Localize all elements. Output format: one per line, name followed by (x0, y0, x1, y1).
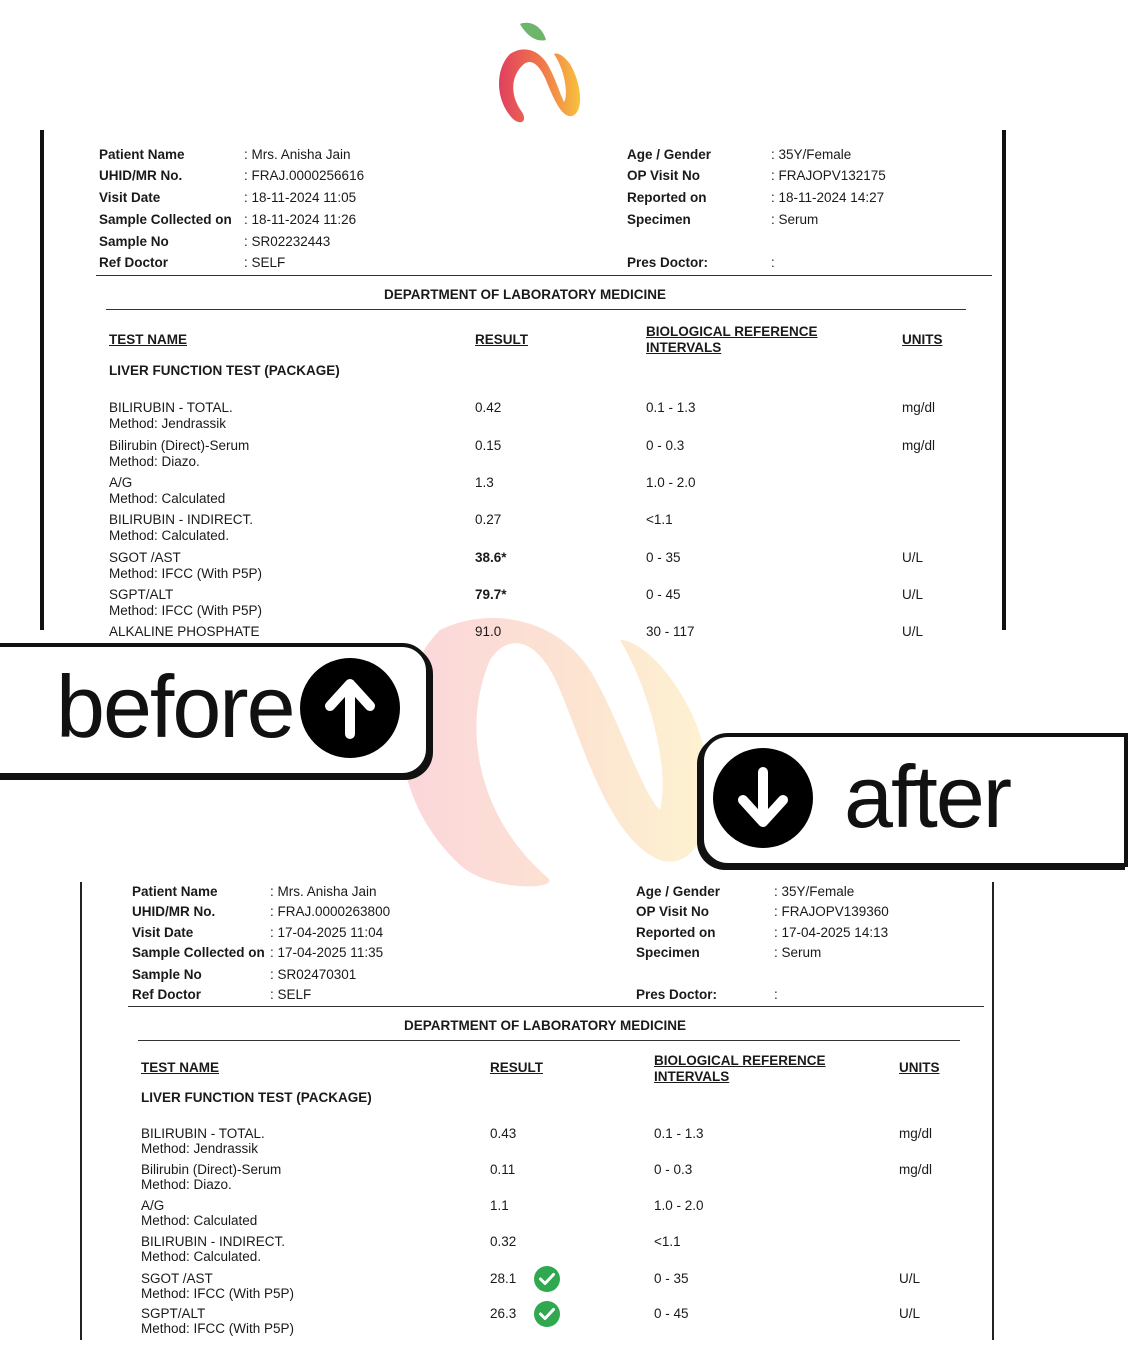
header-units: UNITS (902, 332, 943, 347)
test-method: Method: Diazo. (141, 1177, 232, 1192)
test-reference: 1.0 - 2.0 (654, 1198, 704, 1213)
info-value: : Serum (774, 945, 822, 960)
test-method: Method: IFCC (With P5P) (141, 1286, 295, 1301)
test-name: BILIRUBIN - TOTAL. (141, 1126, 265, 1141)
test-name: BILIRUBIN - INDIRECT. (109, 512, 254, 527)
info-label: Pres Doctor: (636, 987, 718, 1002)
check-circle-icon (534, 1266, 560, 1292)
info-label: Sample No (132, 967, 202, 982)
test-units: mg/dl (902, 438, 936, 453)
test-result: 0.15 (475, 438, 502, 453)
table-row (44, 400, 1002, 436)
test-result: 0.42 (475, 400, 502, 415)
test-units: U/L (902, 624, 924, 639)
info-value: : FRAJOPV139360 (774, 904, 889, 919)
test-method: Method: Diazo. (109, 454, 200, 469)
test-result: 0.27 (475, 512, 502, 527)
info-value: : (771, 255, 775, 270)
test-method: Method: Calculated (141, 1213, 258, 1228)
test-method: Method: IFCC (With P5P) (109, 566, 263, 581)
test-result: 26.3 (490, 1306, 517, 1321)
test-name: SGPT/ALT (141, 1306, 206, 1321)
header-reference: BIOLOGICAL REFERENCE (646, 324, 818, 339)
package-title: LIVER FUNCTION TEST (PACKAGE) (109, 363, 340, 378)
table-row (82, 1271, 992, 1307)
info-value: : 17-04-2025 14:13 (774, 925, 889, 940)
after-label: after (844, 747, 1011, 846)
check-circle-icon (534, 1301, 560, 1327)
test-units: U/L (899, 1271, 921, 1286)
test-reference: 0.1 - 1.3 (654, 1126, 704, 1141)
test-name: SGOT /AST (109, 550, 181, 565)
info-value: : FRAJ.0000256616 (244, 168, 365, 183)
test-result: 1.1 (490, 1198, 509, 1213)
info-value: : 17-04-2025 11:04 (270, 925, 384, 940)
header-intervals: INTERVALS (654, 1069, 730, 1084)
test-units: U/L (902, 587, 924, 602)
test-reference: 0 - 35 (654, 1271, 689, 1286)
test-reference: 0 - 0.3 (654, 1162, 693, 1177)
table-row (82, 1234, 992, 1270)
header-test-name: TEST NAME (109, 332, 188, 347)
test-method: Method: Calculated. (109, 528, 230, 543)
info-value: : SELF (244, 255, 286, 270)
test-name: BILIRUBIN - TOTAL. (109, 400, 233, 415)
test-result: 38.6* (475, 550, 507, 565)
info-label: Specimen (627, 212, 691, 227)
table-row (44, 587, 1002, 623)
department-title: DEPARTMENT OF LABORATORY MEDICINE (384, 287, 667, 302)
table-row (44, 512, 1002, 548)
test-method: Method: IFCC (With P5P) (141, 1321, 295, 1336)
test-result: 28.1 (490, 1271, 517, 1286)
info-value: : SELF (270, 987, 312, 1002)
test-result: 0.11 (490, 1162, 516, 1177)
test-name: Bilirubin (Direct)-Serum (141, 1162, 282, 1177)
info-label: OP Visit No (627, 168, 701, 183)
test-method: Method: Jendrassik (141, 1141, 259, 1156)
test-name: A/G (109, 475, 133, 490)
info-value: : 17-04-2025 11:35 (270, 945, 384, 960)
info-label: Reported on (636, 925, 716, 940)
info-label: Age / Gender (627, 147, 712, 162)
test-reference: 1.0 - 2.0 (646, 475, 696, 490)
brand-logo (488, 18, 588, 130)
info-label: Pres Doctor: (627, 255, 709, 270)
test-method: Method: Calculated (109, 491, 226, 506)
after-label-pill (700, 733, 1128, 867)
before-label: before (56, 657, 294, 756)
info-value: : FRAJOPV132175 (771, 168, 886, 183)
test-result: 1.3 (475, 475, 494, 490)
before-label-pill (0, 643, 430, 777)
arrow-down-icon (713, 748, 813, 848)
test-units: mg/dl (899, 1162, 933, 1177)
test-method: Method: Calculated. (141, 1249, 262, 1264)
info-label: Visit Date (99, 190, 161, 205)
info-value: : Mrs. Anisha Jain (244, 147, 351, 162)
header-test-name: TEST NAME (141, 1060, 220, 1075)
test-reference: 30 - 117 (646, 624, 695, 639)
test-name: BILIRUBIN - INDIRECT. (141, 1234, 286, 1249)
test-reference: 0 - 45 (646, 587, 681, 602)
info-label: UHID/MR No. (99, 168, 183, 183)
header-units: UNITS (899, 1060, 940, 1075)
info-label: Age / Gender (636, 884, 721, 899)
info-label: Visit Date (132, 925, 194, 940)
info-value: : 18-11-2024 14:27 (771, 190, 885, 205)
info-label: Specimen (636, 945, 700, 960)
test-method: Method: Jendrassik (109, 416, 227, 431)
test-units: mg/dl (899, 1126, 933, 1141)
divider (96, 275, 992, 276)
divider (128, 1006, 984, 1007)
header-result: RESULT (490, 1060, 543, 1075)
test-reference: 0 - 45 (654, 1306, 689, 1321)
info-value: : Mrs. Anisha Jain (270, 884, 377, 899)
info-value: : 18-11-2024 11:05 (244, 190, 357, 205)
table-row (82, 1306, 992, 1342)
table-row (82, 1162, 992, 1198)
info-label: Patient Name (99, 147, 185, 162)
info-label: Sample No (99, 234, 169, 249)
test-result: 91.0 (475, 624, 502, 639)
header-result: RESULT (475, 332, 528, 347)
test-reference: 0 - 0.3 (646, 438, 685, 453)
info-value: : SR02232443 (244, 234, 331, 249)
info-label: Sample Collected on (99, 212, 232, 227)
info-label: Reported on (627, 190, 707, 205)
test-name: SGOT /AST (141, 1271, 213, 1286)
info-label: OP Visit No (636, 904, 710, 919)
test-reference: <1.1 (654, 1234, 681, 1249)
arrow-up-icon (300, 658, 400, 758)
info-label: Ref Doctor (99, 255, 169, 270)
test-method: Method: IFCC (With P5P) (109, 603, 263, 618)
report-before (40, 130, 1006, 639)
info-value: : SR02470301 (270, 967, 357, 982)
info-value: : 18-11-2024 11:26 (244, 212, 357, 227)
divider (106, 309, 966, 310)
info-label: Patient Name (132, 884, 218, 899)
header-intervals: INTERVALS (646, 340, 722, 355)
info-label: UHID/MR No. (132, 904, 216, 919)
test-units: U/L (899, 1306, 921, 1321)
table-row (82, 1126, 992, 1162)
test-units: U/L (902, 550, 924, 565)
test-name: ALKALINE PHOSPHATE (109, 624, 260, 639)
info-label: Sample Collected on (132, 945, 265, 960)
test-name: Bilirubin (Direct)-Serum (109, 438, 250, 453)
info-value: : 35Y/Female (774, 884, 855, 899)
department-title: DEPARTMENT OF LABORATORY MEDICINE (404, 1018, 687, 1033)
info-value: : (774, 987, 778, 1002)
table-row (44, 475, 1002, 511)
test-name: A/G (141, 1198, 165, 1213)
test-result: 0.32 (490, 1234, 517, 1249)
test-name: SGPT/ALT (109, 587, 174, 602)
table-row (82, 1198, 992, 1234)
info-label: Ref Doctor (132, 987, 202, 1002)
package-title: LIVER FUNCTION TEST (PACKAGE) (141, 1090, 372, 1105)
table-row (44, 550, 1002, 586)
table-row (44, 438, 1002, 474)
info-value: : 35Y/Female (771, 147, 852, 162)
report-after (80, 882, 994, 1340)
test-result: 0.43 (490, 1126, 517, 1141)
test-reference: 0.1 - 1.3 (646, 400, 696, 415)
info-value: : Serum (771, 212, 819, 227)
header-reference: BIOLOGICAL REFERENCE (654, 1053, 826, 1068)
test-units: mg/dl (902, 400, 936, 415)
test-reference: <1.1 (646, 512, 673, 527)
info-value: : FRAJ.0000263800 (270, 904, 391, 919)
test-reference: 0 - 35 (646, 550, 681, 565)
divider (138, 1040, 960, 1041)
test-result: 79.7* (475, 587, 507, 602)
